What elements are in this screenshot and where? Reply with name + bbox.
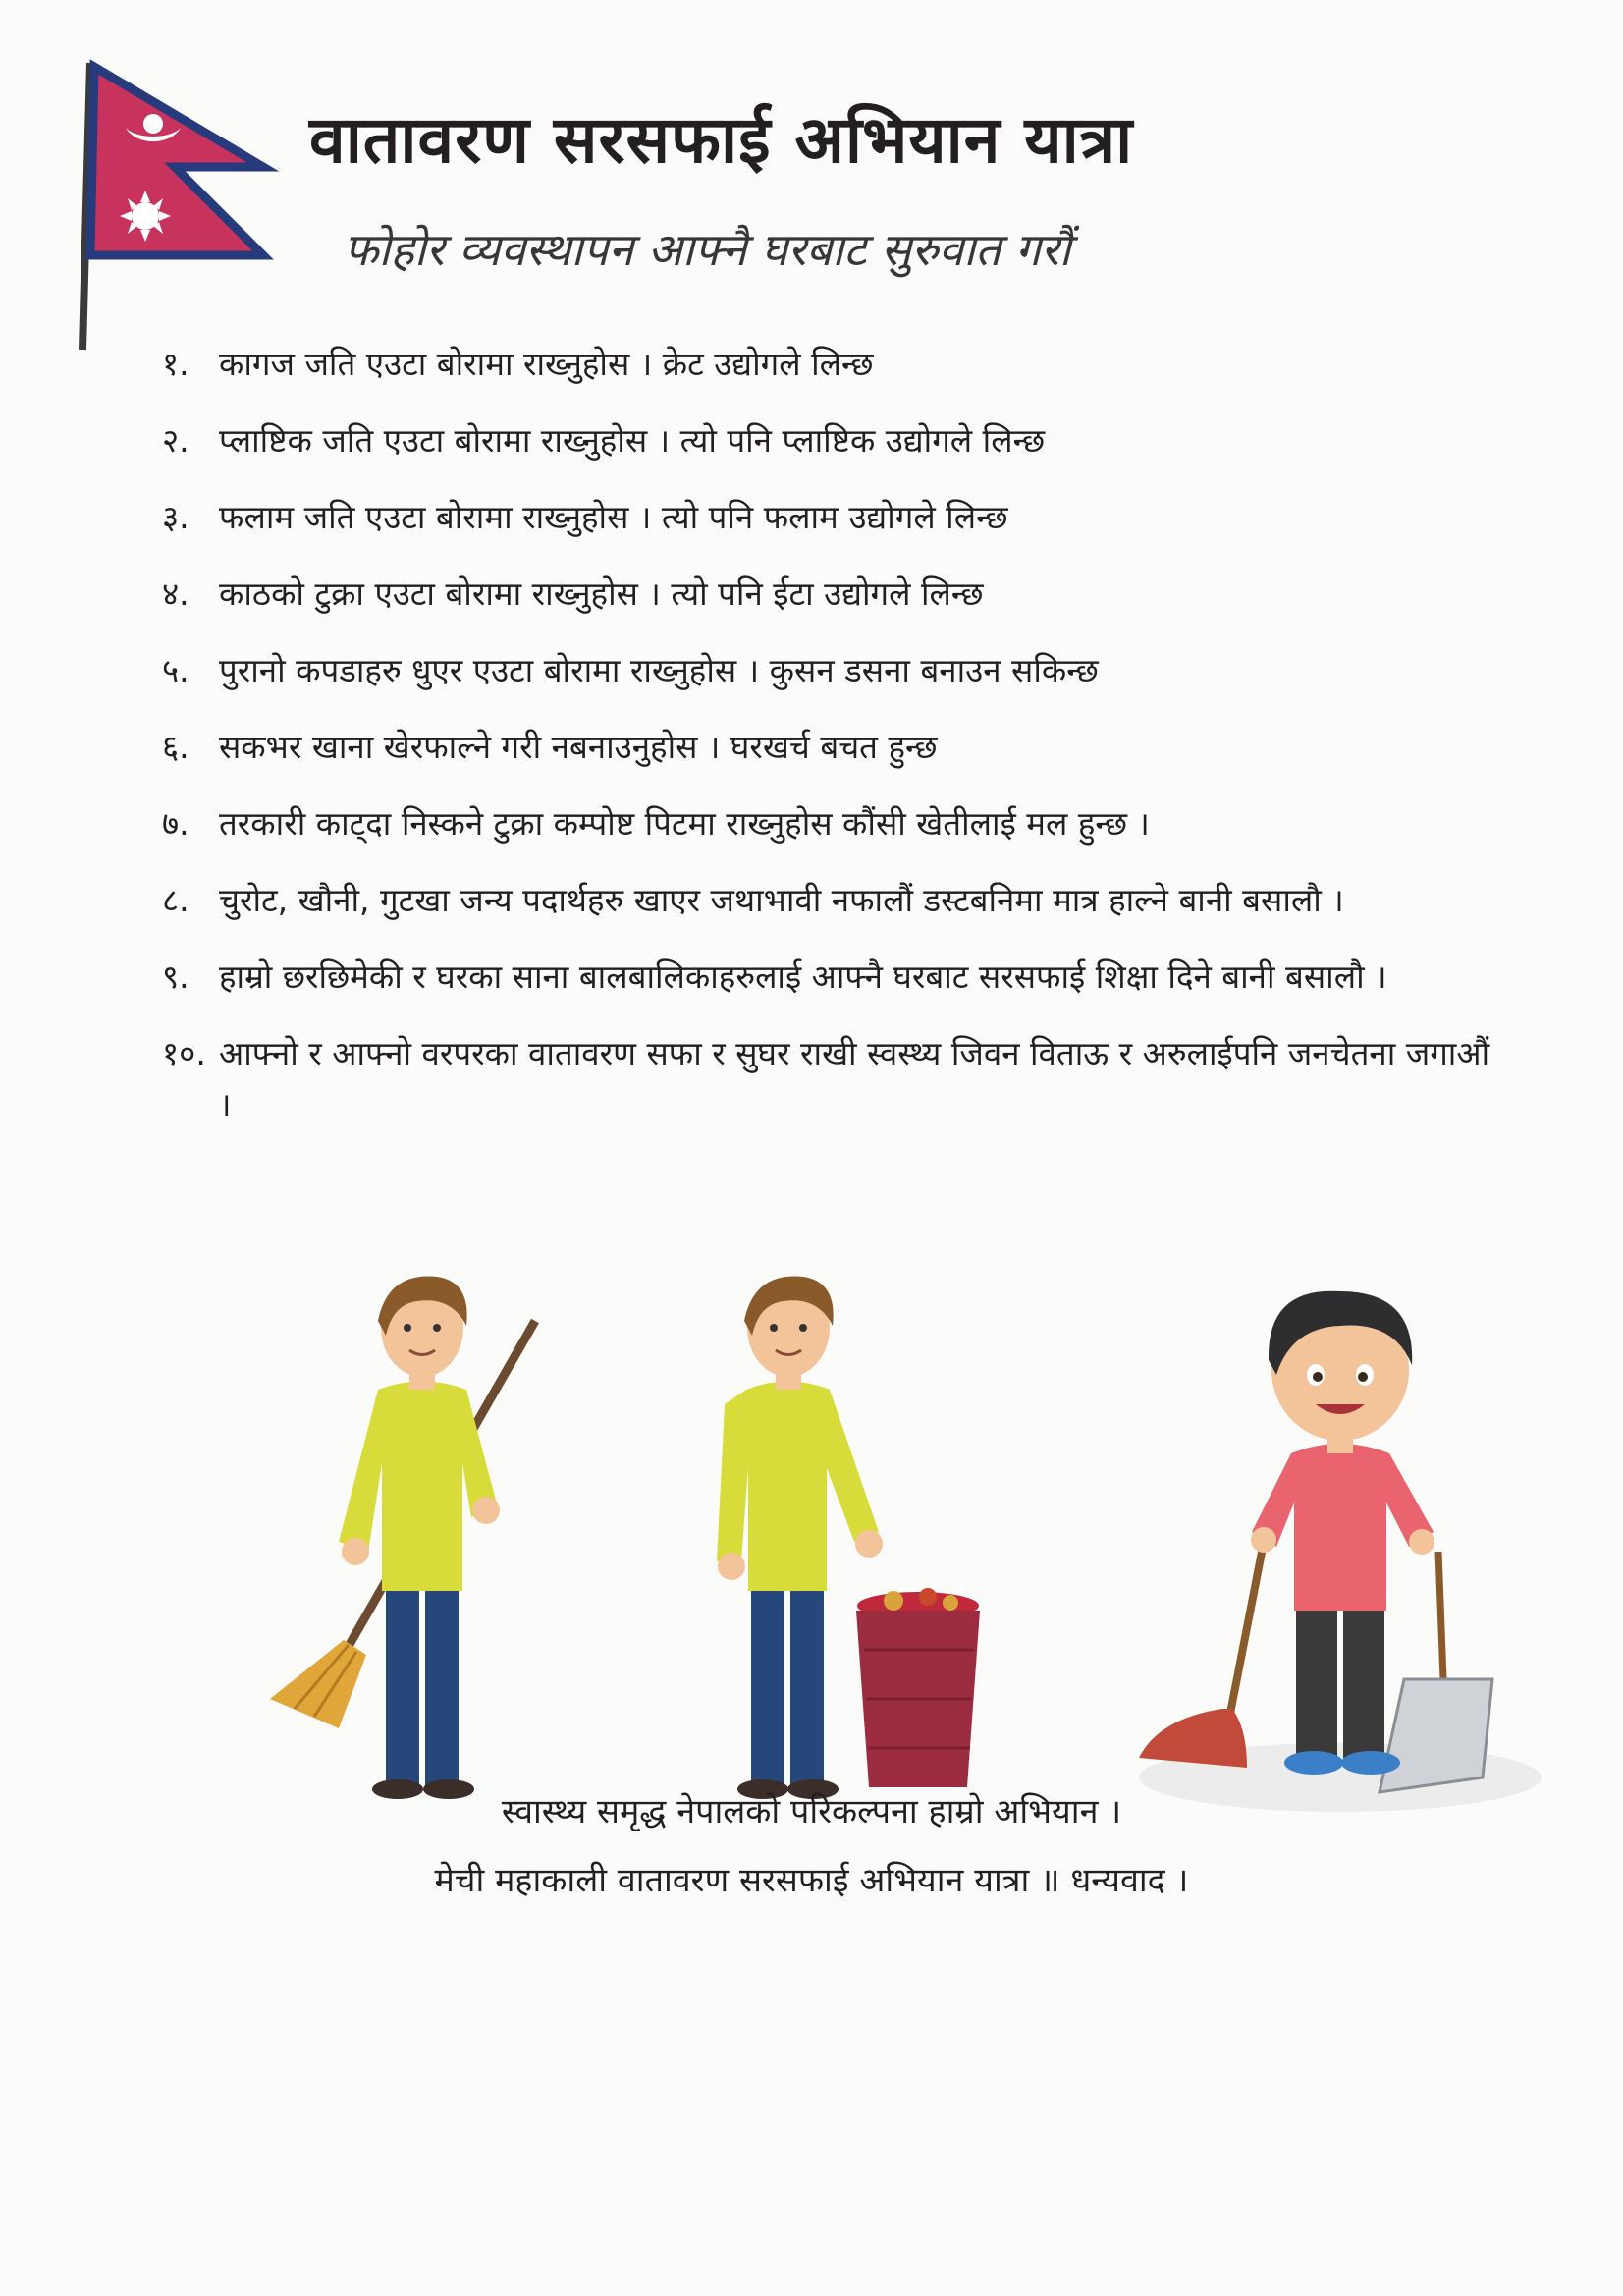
- man-with-broom-icon: [241, 1267, 565, 1817]
- list-item-number: २.: [162, 421, 189, 460]
- list-item: [162, 645, 1507, 696]
- list-item-text: कागज जति एउटा बोरामा राख्नुहोस । क्रेट उद्योगले लिन्छ: [219, 345, 874, 383]
- list-item: [162, 339, 1507, 390]
- boy-sweeping-icon: [1129, 1267, 1542, 1817]
- list-item-text: फलाम जति एउटा बोरामा राख्नुहोस । त्यो पनि फलाम उद्योगले लिन्छ: [219, 498, 1008, 536]
- rules-list: [162, 339, 1507, 1130]
- list-item-number: ८.: [162, 881, 189, 919]
- list-item-text: सकभर खाना खेरफाल्ने गरी नबनाउनुहोस । घरखर्च बचत हुन्छ: [219, 728, 938, 766]
- list-item-text: पुरानो कपडाहरु धुएर एउटा बोरामा राख्नुहोस । कुसन डसना बनाउन सकिन्छ: [219, 651, 1099, 689]
- list-item: [162, 722, 1507, 773]
- list-item-text: प्लाष्टिक जति एउटा बोरामा राख्नुहोस । त्यो पनि प्लाष्टिक उद्योगले लिन्छ: [219, 421, 1046, 460]
- footer-slogan: स्वास्थ्य समृद्ध नेपालको परिकल्पना हाम्रो अभियान ।: [501, 1792, 1122, 1831]
- nepal-flag-icon: [77, 59, 283, 354]
- list-item-text: काठको टुक्रा एउटा बोरामा राख्नुहोस । त्यो पनि ईटा उद्योगले लिन्छ: [219, 574, 984, 613]
- list-item-text: आफ्नो र आफ्नो वरपरका वातावरण सफा र सुघर राखी स्वस्थ्य जिवन विताऊ र अरुलाईपनि जनचेतना जगाऔं ।: [219, 1034, 1490, 1123]
- man-with-dustbin-icon: [707, 1267, 1001, 1817]
- list-item-number: १०.: [162, 1034, 206, 1072]
- page-title: वातावरण सरसफाई अभियान यात्रा: [309, 102, 1134, 178]
- list-item-number: ४.: [162, 574, 189, 613]
- list-item: [162, 875, 1507, 926]
- list-item-text: चुरोट, खौनी, गुटखा जन्य पदार्थहरु खाएर जथाभावी नफालौं डस्टबनिमा मात्र हाल्ने बानी बसालौ ।: [219, 881, 1344, 919]
- page-subtitle: फोहोर व्यवस्थापन आफ्नै घरबाट सुरुवात गरौं: [344, 223, 1071, 276]
- list-item: [162, 492, 1507, 543]
- list-item-number: १.: [162, 345, 189, 383]
- footer-thanks: मेची महाकाली वातावरण सरसफाई अभियान यात्रा ॥ धन्यवाद ।: [434, 1861, 1189, 1900]
- list-item-number: ७.: [162, 804, 189, 843]
- list-item: [162, 952, 1507, 1003]
- list-item-number: ९.: [162, 957, 189, 996]
- list-item-number: ५.: [162, 651, 189, 689]
- list-item: [162, 1028, 1507, 1130]
- list-item: [162, 569, 1507, 620]
- list-item-text: हाम्रो छरछिमेकी र घरका साना बालबालिकाहरुलाई आफ्नै घरबाट सरसफाई शिक्षा दिने बानी बसालौ ।: [219, 957, 1387, 996]
- list-item-text: तरकारी काट्दा निस्कने टुक्रा कम्पोष्ट पिटमा राख्नुहोस कौंसी खेतीलाई मल हुन्छ ।: [219, 804, 1150, 843]
- list-item-number: ३.: [162, 498, 189, 536]
- list-item-number: ६.: [162, 728, 189, 766]
- list-item: [162, 798, 1507, 849]
- list-item: [162, 415, 1507, 466]
